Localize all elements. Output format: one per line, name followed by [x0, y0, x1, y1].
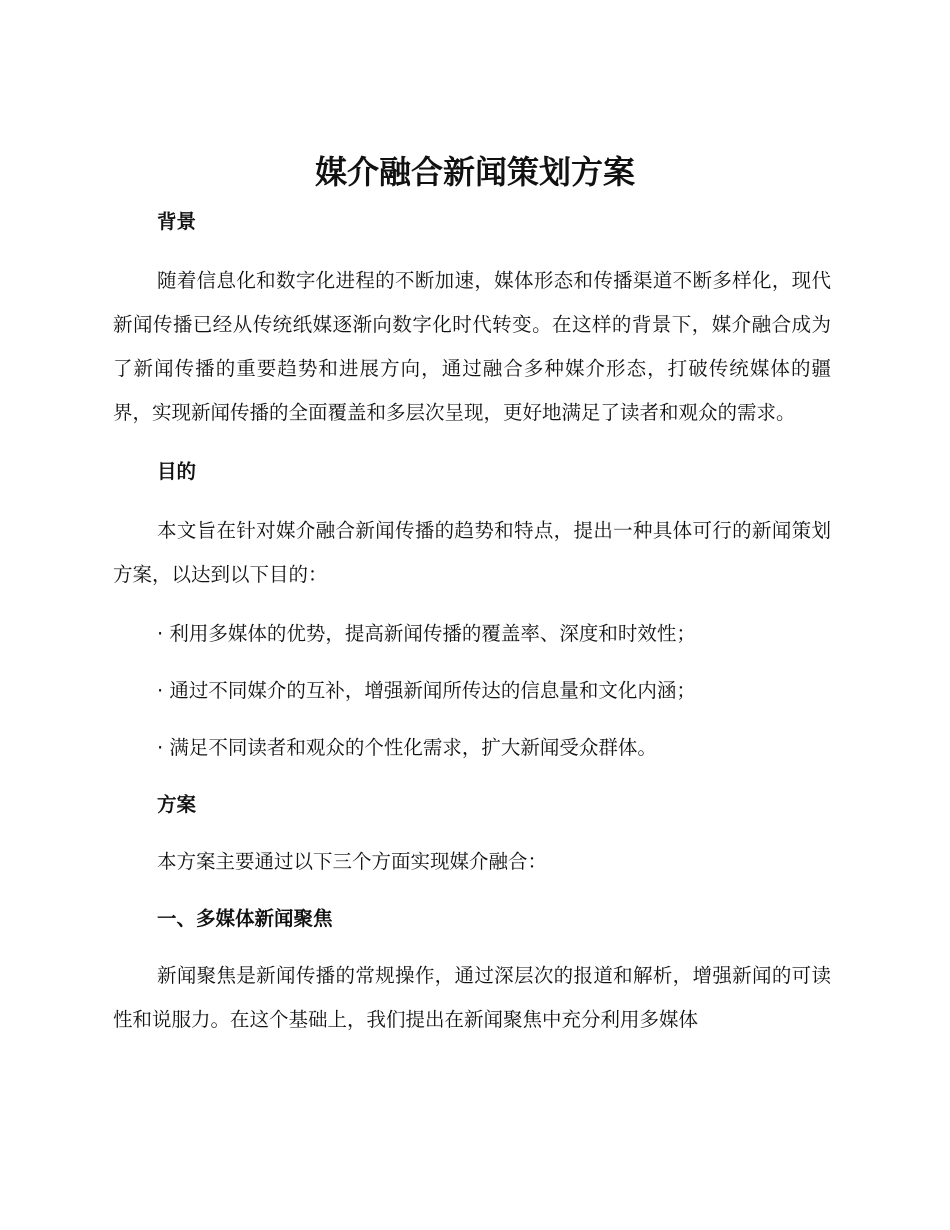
- multimedia-focus-paragraph: 新闻聚焦是新闻传播的常规操作，通过深层次的报道和解析，增强新闻的可读性和说服力。在这个基础上，我们提出在新闻聚焦中充分利用多媒体: [113, 964, 831, 1031]
- subsection-heading-multimedia-focus: 一、多媒体新闻聚焦: [157, 907, 333, 930]
- purpose-bullet: · 满足不同读者和观众的个性化需求，扩大新闻受众群体。: [157, 736, 657, 759]
- purpose-paragraph: 本文旨在针对媒介融合新闻传播的趋势和特点，提出一种具体可行的新闻策划方案，以达到以下目的：: [113, 519, 831, 586]
- purpose-bullet: · 利用多媒体的优势，提高新闻传播的覆盖率、深度和时效性；: [157, 622, 696, 645]
- document-title: 媒介融合新闻策划方案: [314, 153, 635, 191]
- document-body: [113, 200, 831, 1042]
- section-heading-purpose: 目的: [157, 460, 197, 483]
- section-heading-background: 背景: [157, 210, 197, 233]
- section-heading-plan: 方案: [157, 793, 197, 816]
- purpose-bullet: · 通过不同媒介的互补，增强新闻所传达的信息量和文化内涵；: [157, 679, 696, 702]
- background-paragraph: 随着信息化和数字化进程的不断加速，媒体形态和传播渠道不断多样化，现代新闻传播已经从传统纸媒逐渐向数字化时代转变。在这样的背景下，媒介融合成为了新闻传播的重要趋势和进展方向，通过融合多种媒介形态，打破传统媒体的疆界，实现新闻传播的全面覆盖和多层次呈现，更好地满足了读者和观众的需求。: [113, 269, 831, 424]
- plan-paragraph: 本方案主要通过以下三个方面实现媒介融合：: [157, 850, 548, 873]
